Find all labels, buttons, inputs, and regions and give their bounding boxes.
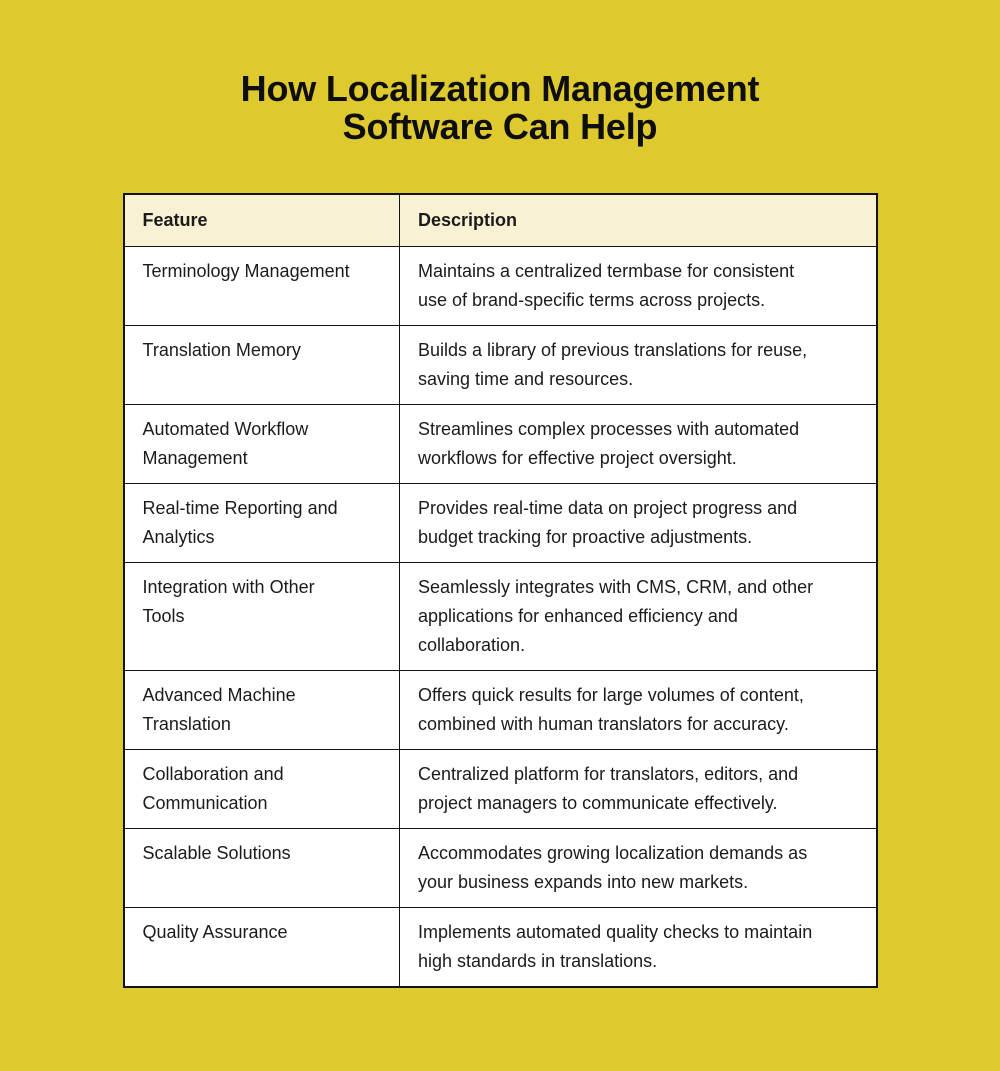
feature-text: Terminology Management [142,260,350,281]
feature-cell [124,562,400,670]
table-row [124,907,877,987]
description-text: Centralized platform for translators, editors, and project managers to communicate effectively. [418,763,799,813]
table-row [124,670,877,749]
table-row [124,562,877,670]
description-cell [400,325,877,404]
description-text: Offers quick results for large volumes of content, combined with human translators for accuracy. [418,684,804,734]
feature-cell [124,404,400,483]
feature-cell [124,828,400,907]
table-row [124,749,877,828]
description-text: Streamlines complex processes with automated workflows for effective project oversight. [418,418,800,468]
feature-text: Collaboration and Communication [142,763,284,813]
feature-text: Scalable Solutions [142,842,291,863]
description-column-header: Description [400,194,877,246]
feature-cell [124,670,400,749]
feature-text: Advanced Machine Translation [142,684,296,734]
table-header-row [124,194,877,246]
description-text: Implements automated quality checks to maintain high standards in translations. [418,921,813,971]
description-text: Provides real-time data on project progress and budget tracking for proactive adjustments. [418,497,798,547]
description-cell [400,907,877,987]
feature-cell [124,749,400,828]
description-cell [400,404,877,483]
feature-cell [124,907,400,987]
description-cell [400,562,877,670]
page-title-line1: How Localization Management [240,68,760,109]
description-text: Maintains a centralized termbase for consistent use of brand-specific terms across projects. [418,260,795,310]
feature-cell [124,246,400,325]
description-cell [400,828,877,907]
description-cell [400,246,877,325]
description-text: Accommodates growing localization demands as your business expands into new markets. [418,842,808,892]
features-table-container [123,193,878,988]
feature-text: Quality Assurance [142,921,288,942]
feature-text: Integration with Other Tools [142,576,315,626]
table-row [124,404,877,483]
table-row [124,325,877,404]
feature-text: Automated Workflow Management [142,418,309,468]
description-cell [400,670,877,749]
table-row [124,246,877,325]
description-text: Seamlessly integrates with CMS, CRM, and other applications for enhanced efficiency and collaboration. [418,576,814,655]
features-table [123,193,878,988]
feature-column-header: Feature [124,194,400,246]
description-cell [400,483,877,562]
feature-text: Real-time Reporting and Analytics [142,497,338,547]
feature-text: Translation Memory [142,339,301,360]
page-title [0,0,1000,146]
page-title-line2: Software Can Help [342,106,658,147]
feature-cell [124,325,400,404]
table-row [124,828,877,907]
description-cell [400,749,877,828]
description-text: Builds a library of previous translations for reuse, saving time and resources. [418,339,808,389]
table-row [124,483,877,562]
feature-cell [124,483,400,562]
